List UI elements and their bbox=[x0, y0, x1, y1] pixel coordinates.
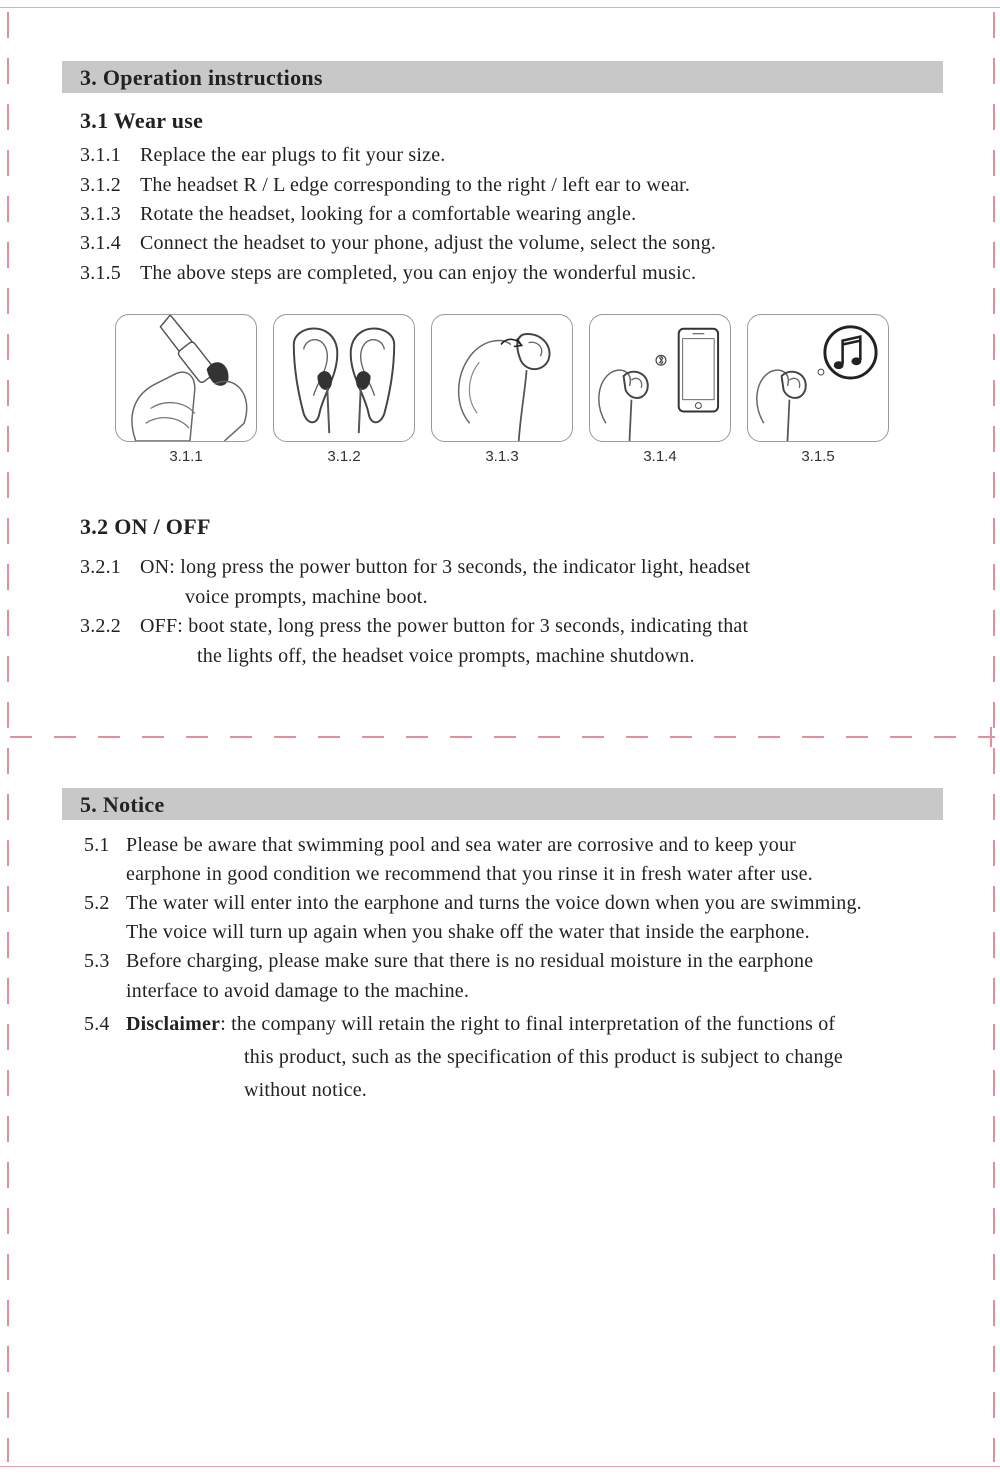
on-off-item-cont: the lights off, the headset voice prompts, machine shutdown. bbox=[197, 645, 695, 667]
cut-mark-icon bbox=[985, 727, 997, 747]
rotate-headset-icon bbox=[431, 314, 573, 442]
notice-item-cont: The voice will turn up again when you shake off the water that inside the earphone. bbox=[126, 921, 810, 943]
disclaimer-cont: without notice. bbox=[244, 1079, 367, 1101]
figure-caption: 3.1.2 bbox=[327, 448, 361, 465]
ear-plug-replace-icon bbox=[115, 314, 257, 442]
section-3-title: 3. Operation instructions bbox=[62, 61, 943, 93]
notice-item-cont: earphone in good condition we recommend that you rinse it in fresh water after use. bbox=[126, 863, 813, 885]
figure-caption: 3.1.1 bbox=[169, 448, 203, 465]
page-border-top bbox=[0, 7, 1000, 8]
figure-caption: 3.1.4 bbox=[643, 448, 677, 465]
notice-item: 5.3 Before charging, please make sure that there is no residual moisture in the earphone bbox=[84, 950, 814, 972]
notice-item: 5.2 The water will enter into the earphone and turns the voice down when you are swimming. bbox=[84, 892, 862, 914]
ears-wear-icon bbox=[273, 314, 415, 442]
wear-figures bbox=[112, 314, 892, 464]
figure-caption: 3.1.3 bbox=[485, 448, 519, 465]
section-5-title: 5. Notice bbox=[62, 788, 943, 820]
phone-bluetooth-icon bbox=[589, 314, 731, 442]
cut-line-divider bbox=[10, 736, 995, 738]
music-note-icon bbox=[747, 314, 889, 442]
page-border-bottom bbox=[0, 1466, 1000, 1467]
page-border-left bbox=[7, 12, 9, 1462]
on-off-heading: 3.2 ON / OFF bbox=[80, 514, 211, 539]
wear-step: 3.1.2 The headset R / L edge corresponding to the right / left ear to wear. bbox=[80, 174, 691, 196]
wear-step: 3.1.3 Rotate the headset, looking for a comfortable wearing angle. bbox=[80, 203, 637, 225]
on-off-item: 3.2.2 OFF: boot state, long press the power button for 3 seconds, indicating that bbox=[80, 615, 749, 637]
wear-step: 3.1.4 Connect the headset to your phone, adjust the volume, select the song. bbox=[80, 232, 717, 254]
disclaimer-cont: this product, such as the specification of this product is subject to change bbox=[244, 1046, 843, 1068]
wear-step: 3.1.5 The above steps are completed, you can enjoy the wonderful music. bbox=[80, 262, 697, 284]
figure-caption: 3.1.5 bbox=[801, 448, 835, 465]
wear-use-heading: 3.1 Wear use bbox=[80, 108, 204, 133]
on-off-item: 3.2.1 ON: long press the power button for 3 seconds, the indicator light, headset bbox=[80, 556, 751, 578]
notice-item: 5.1 Please be aware that swimming pool and sea water are corrosive and to keep your bbox=[84, 834, 797, 856]
wear-step: 3.1.1 Replace the ear plugs to fit your size. bbox=[80, 144, 446, 166]
on-off-item-cont: voice prompts, machine boot. bbox=[185, 586, 428, 608]
disclaimer-label: Disclaimer bbox=[126, 1013, 221, 1035]
disclaimer-item: 5.4 Disclaimer: the company will retain the right to final interpretation of the functions of bbox=[84, 1013, 836, 1035]
notice-item-cont: interface to avoid damage to the machine. bbox=[126, 980, 470, 1002]
